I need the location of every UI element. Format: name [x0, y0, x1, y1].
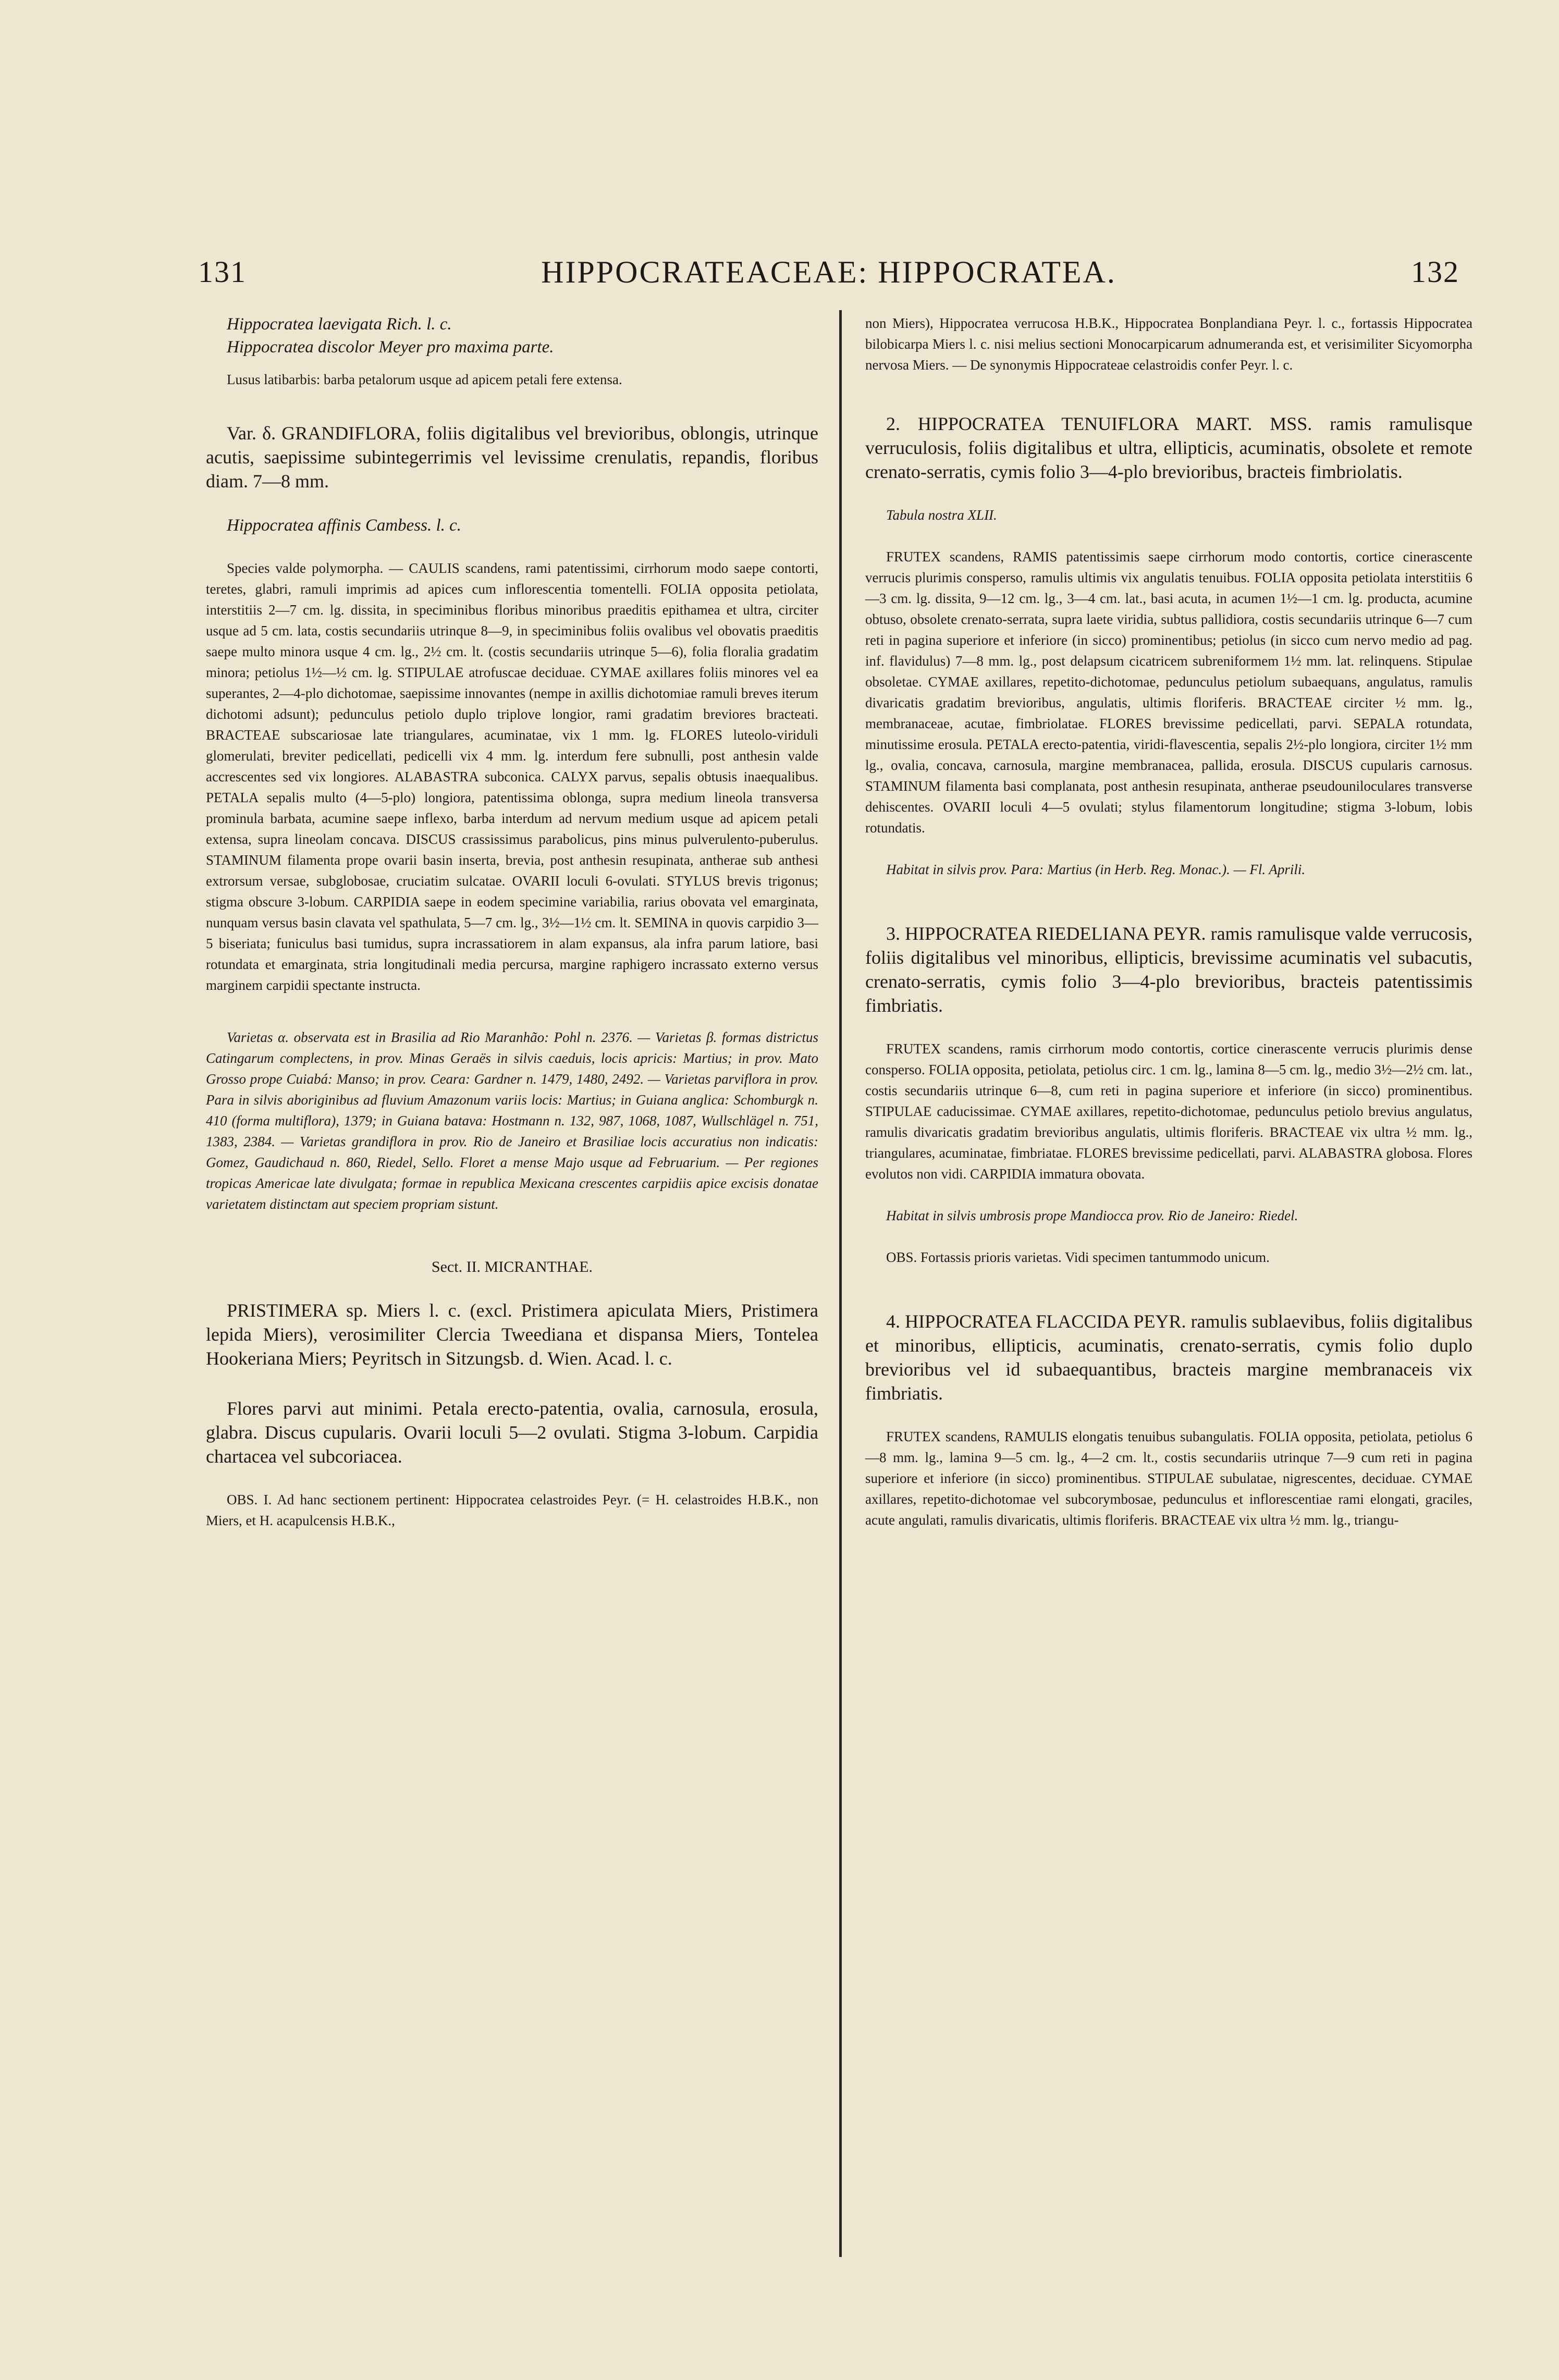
species-heading-4: 4. HIPPOCRATEA FLACCIDA PEYR. ramulis sublaevibus, foliis digitalibus et minoribus, ellipticis, acuminatis, crenato-serratis, cymis folio duplo brevioribus vel id subaequantibus, bracteis margine membranaceis vix fimbriatis. — [865, 1311, 1472, 1404]
page-header — [198, 254, 1459, 301]
observation-continued: non Miers), Hippocratea verrucosa H.B.K., Hippocratea Bonplandiana Peyr. l. c., fortassis Hippocratea bilobicarpa Miers l. c. nisi melius sectioni Monocarpicarum adnumeranda est, et verisimiliter Sicyomorpha nervosa Miers. — De synonymis Hippocrateae celastroidis confer Peyr. l. c. — [865, 315, 1472, 373]
observation-3: OBS. Fortassis prioris varietas. Vidi specimen tantummodo unicum. — [886, 1249, 1270, 1265]
species-description-4: FRUTEX scandens, RAMULIS elongatis tenuibus subangulatis. FOLIA opposita, petiolata, petiolus 6—8 mm. lg., lamina 9—5 cm. lg., 4—2 cm. lt., costis secundariis utrinque 7—9 cum reti in pagina superiore et inferiore (in sicco) prominentibus. STIPULAE subulatae, nigrescentes, deciduae. CYMAE axillares, repetito-dichotomae vel subcorymbosae, pedunculus et inflorescentiae rami elongati, graciles, acute angulati, ramulis divaricatis, ultimis floriferis. BRACTEAE vix ultra ½ mm. lg., triangu- — [865, 1429, 1472, 1528]
species-description-3: FRUTEX scandens, ramis cirrhorum modo contortis, cortice cinerascente verrucis plurimis dense consperso. FOLIA opposita, petiolata, petiolus circ. 1 cm. lg., lamina 8—5 cm. lg., medio 3½—2½ cm. lat., costis secundariis utrinque 6—8, cum reti in pagina superiore et inferiore (in sicco) prominentibus. STIPULAE caducissimae. CYMAE axillares, repetito-dichotomae, pedunculus petiolo brevius angulatus, ramulis divaricatis gradatim brevioribus angulatis, ultimis floriferis. BRACTEAE vix ultra ½ mm. lg., triangulares, acuminatae, fimbriatae. FLORES brevissime pedicellati, parvi. ALABASTRA globosa. Flores evolutos non vidi. CARPIDIA immatura obovata. — [865, 1041, 1472, 1182]
right-column — [865, 313, 1472, 1530]
lusus-note: Lusus latibarbis: barba petalorum usque ad apicem petali fere extensa. — [227, 372, 622, 387]
synonym: Hippocratea affinis Cambess. l. c. — [227, 516, 462, 535]
section-heading: Sect. II. MICRANTHAE. — [431, 1258, 593, 1275]
species-description: Species valde polymorpha. — CAULIS scandens, rami patentissimi, cirrhorum modo saepe contorti, teretes, glabri, ramuli imprimis ad apices cum inflorescentia tomentelli. FOLIA opposita petiolata, interstitiis 2—7 cm. lg. dissita, in speciminibus floribus minoribus praeditis epithamea et ultra, circiter usque ad 5 cm. lata, costis secundariis utrinque 8—9, in speciminibus foliis ovalibus vel obovatis praeditis saepe multo minora usque 4 cm. lg., 2½ cm. lt. (costis secundariis utrinque 5—6), folia floralia gradatim minora; petiolus 1½—½ cm. lg. STIPULAE atrofuscae deciduae. CYMAE axillares foliis minores vel ea superantes, 2—4-plo dichotomae, saepissime innovantes (nempe in axillis dichotomiae ramuli breves iterum dichotomi adsunt); pedunculus petiolo duplo triplove longior, rami gradatim breviores bracteati. BRACTEAE subscariosae late triangulares, acuminatae, vix 1 mm. lg. FLORES luteolo-viriduli glomerulati, breviter pedicellati, pedicelli vix 4 mm. lg. interdum fere subnulli, post anthesin valde accrescentes sed vix longiores. ALABASTRA subconica. CALYX parvus, sepalis obtusis inaequalibus. PETALA sepalis multo (4—5-plo) longiora, patentissima oblonga, supra medium lineola transversa prominula barbata, acumine saepe inflexo, barba interdum ad nervum medium usque ad apicem petali extensa, supra lineolam concava. DISCUS crassissimus parabolicus, pins minus pulverulento-puberulus. STAMINUM filamenta prope ovarii basin inserta, brevia, post anthesin resupinata, antherae sub anthesi extrorsum versae, subglobosae, cruciatim sulcatae. OVARII loculi 6-ovulati. STYLUS brevis trigonus; stigma obscure 3-lobum. CARPIDIA saepe in eodem specimine variabilia, rarius obovata vel emarginata, nunquam versus basin clavata vel spathulata, 5—7 cm. lg., 3½—1½ cm. lt. SEMINA in quovis carpidio 3—5 biseriata; funiculus basi tumidus, supra incrassatiorem in alam expansus, ala infra parum latiore, basi rotundata et emarginata, stria longitudinali media percursa, margine raphigero incrassato externo versus marginem carpidii spectante instructa. — [206, 560, 818, 993]
pristimera-synonymy: PRISTIMERA sp. Miers l. c. (excl. Pristimera apiculata Miers, Pristimera lepida Miers), verosimiliter Clercia Tweediana et dispansa Miers, Tontelea Hookeriana Miers; Peyritsch in Sitzungsb. d. Wien. Acad. l. c. — [206, 1300, 818, 1369]
synonym: Hippocratea discolor Meyer pro maxima parte. — [227, 338, 554, 357]
left-column — [206, 313, 818, 1531]
running-head: HIPPOCRATEACEAE: HIPPOCRATEA. — [541, 255, 1116, 289]
species-heading-3: 3. HIPPOCRATEA RIEDELIANA PEYR. ramis ramulisque valde verrucosis, foliis digitalibus vel minoribus, ellipticis, brevissime acuminatis vel subacutis, crenato-serratis, cymis folio 3—4-plo brevioribus, bracteis patentissimis fimbriatis. — [865, 923, 1472, 1016]
species-heading-2: 2. HIPPOCRATEA TENUIFLORA MART. MSS. ramis ramulisque verruculosis, foliis digitalibus et ultra, ellipticis, acuminatis, obsolete et remote crenato-serratis, cymis folio 3—4-plo brevioribus, bracteis fimbriolatis. — [865, 413, 1472, 482]
column-divider — [839, 310, 842, 2257]
habitat-3: Habitat in silvis umbrosis prope Mandiocca prov. Rio de Janeiro: Riedel. — [886, 1208, 1298, 1223]
observation: OBS. I. Ad hanc sectionem pertinent: Hippocratea celastroides Peyr. (= H. celastroides H.B.K., non Miers, et H. acapulcensis H.B.K., — [206, 1492, 818, 1528]
species-description-2: FRUTEX scandens, RAMIS patentissimis saepe cirrhorum modo contortis, cortice cinerascente verrucis plurimis consperso, ramulis ultimis vix angulatis tenuibus. FOLIA opposita petiolata interstitiis 6—3 cm. lg. dissita, 9—12 cm. lg., 3—4 cm. lat., basi acuta, in acumen 1½—1 cm. lg. producta, acumine obtuso, obsolete crenato-serrata, supra laete viridia, subtus pallidiora, costis secundariis utrinque 6—7 cum reti in pagina superiore et inferiore (in sicco) prominentibus; petiolus (in sicco cum nervo medio ad pag. inf. flavidulus) 7—8 mm. lg., post delapsum cicatricem subreniformem 1½ mm. lat. relinquens. Stipulae obsoletae. CYMAE axillares, repetito-dichotomae, pedunculus petiolum subaequans, angulatus, ramulis divaricatis gradatim brevioribus, angulatis, ultimis floriferis. BRACTEAE circiter ½ mm. lg., membranaceae, acutae, fimbriolatae. FLORES brevissime pedicellati, parvi. SEPALA rotundata, minutissime erosula. PETALA erecto-patentia, viridi-flavescentia, sepalis 2½-plo longiora, circiter 1½ mm lg., ovalia, concava, carnosula, margine membranacea, pallida, erosula. DISCUS cupularis carnosus. STAMINUM filamenta basi complanata, post anthesin resupinata, antherae pseudouniloculares transverse dehiscentes. OVARII loculi 4—5 ovulati; stylus filamentorum longitudine; stigma 3-lobum, lobis rotundatis. — [865, 549, 1472, 836]
page-number-left: 131 — [198, 255, 247, 289]
synonym: Hippocratea laevigata Rich. l. c. — [227, 315, 452, 334]
variety-delta: Var. δ. GRANDIFLORA, foliis digitalibus vel brevioribus, oblongis, utrinque acutis, saepissime subintegerrimis vel levissime crenulatis, repandis, floribus diam. 7—8 mm. — [206, 423, 818, 492]
varietas-distribution: Varietas α. observata est in Brasilia ad Rio Maranhão: Pohl n. 2376. — Varietas β. formas districtus Catingarum complectens, in prov. Minas Geraës in silvis caeduis, locis apricis: Martius; in prov. Mato Grosso prope Cuiabá: Manso; in prov. Ceara: Gardner n. 1479, 1480, 2492. — Varietas parviflora in prov. Para in silvis aboriginibus ad fluvium Amazonum variis locis: Martius; in Guiana anglica: Schomburgk n. 410 (forma multiflora), 1379; in Guiana batava: Hostmann n. 132, 987, 1068, 1087, Wullschlägel n. 751, 1383, 2384. — Varietas grandiflora in prov. Rio de Janeiro et Brasiliae locis accuratius non indicatis: Gomez, Gaudichaud n. 860, Riedel, Sello. Floret a mense Majo usque ad Februarium. — Per regiones tropicas Americae late divulgata; formae in republica Mexicana crescentes carpidiis apice excisis donatae varietatem distinctam aut speciem propriam sistunt. — [206, 1029, 818, 1212]
plate-reference: Tabula nostra XLII. — [886, 507, 997, 523]
page-number-right: 132 — [1411, 255, 1459, 289]
habitat-2: Habitat in silvis prov. Para: Martius (in Herb. Reg. Monac.). — Fl. Aprili. — [886, 862, 1306, 877]
flores-diagnosis: Flores parvi aut minimi. Petala erecto-patentia, ovalia, carnosula, erosula, glabra. Discus cupularis. Ovarii loculi 5—2 ovulati. Stigma 3-lobum. Carpidia chartacea vel subcoriacea. — [206, 1398, 818, 1467]
